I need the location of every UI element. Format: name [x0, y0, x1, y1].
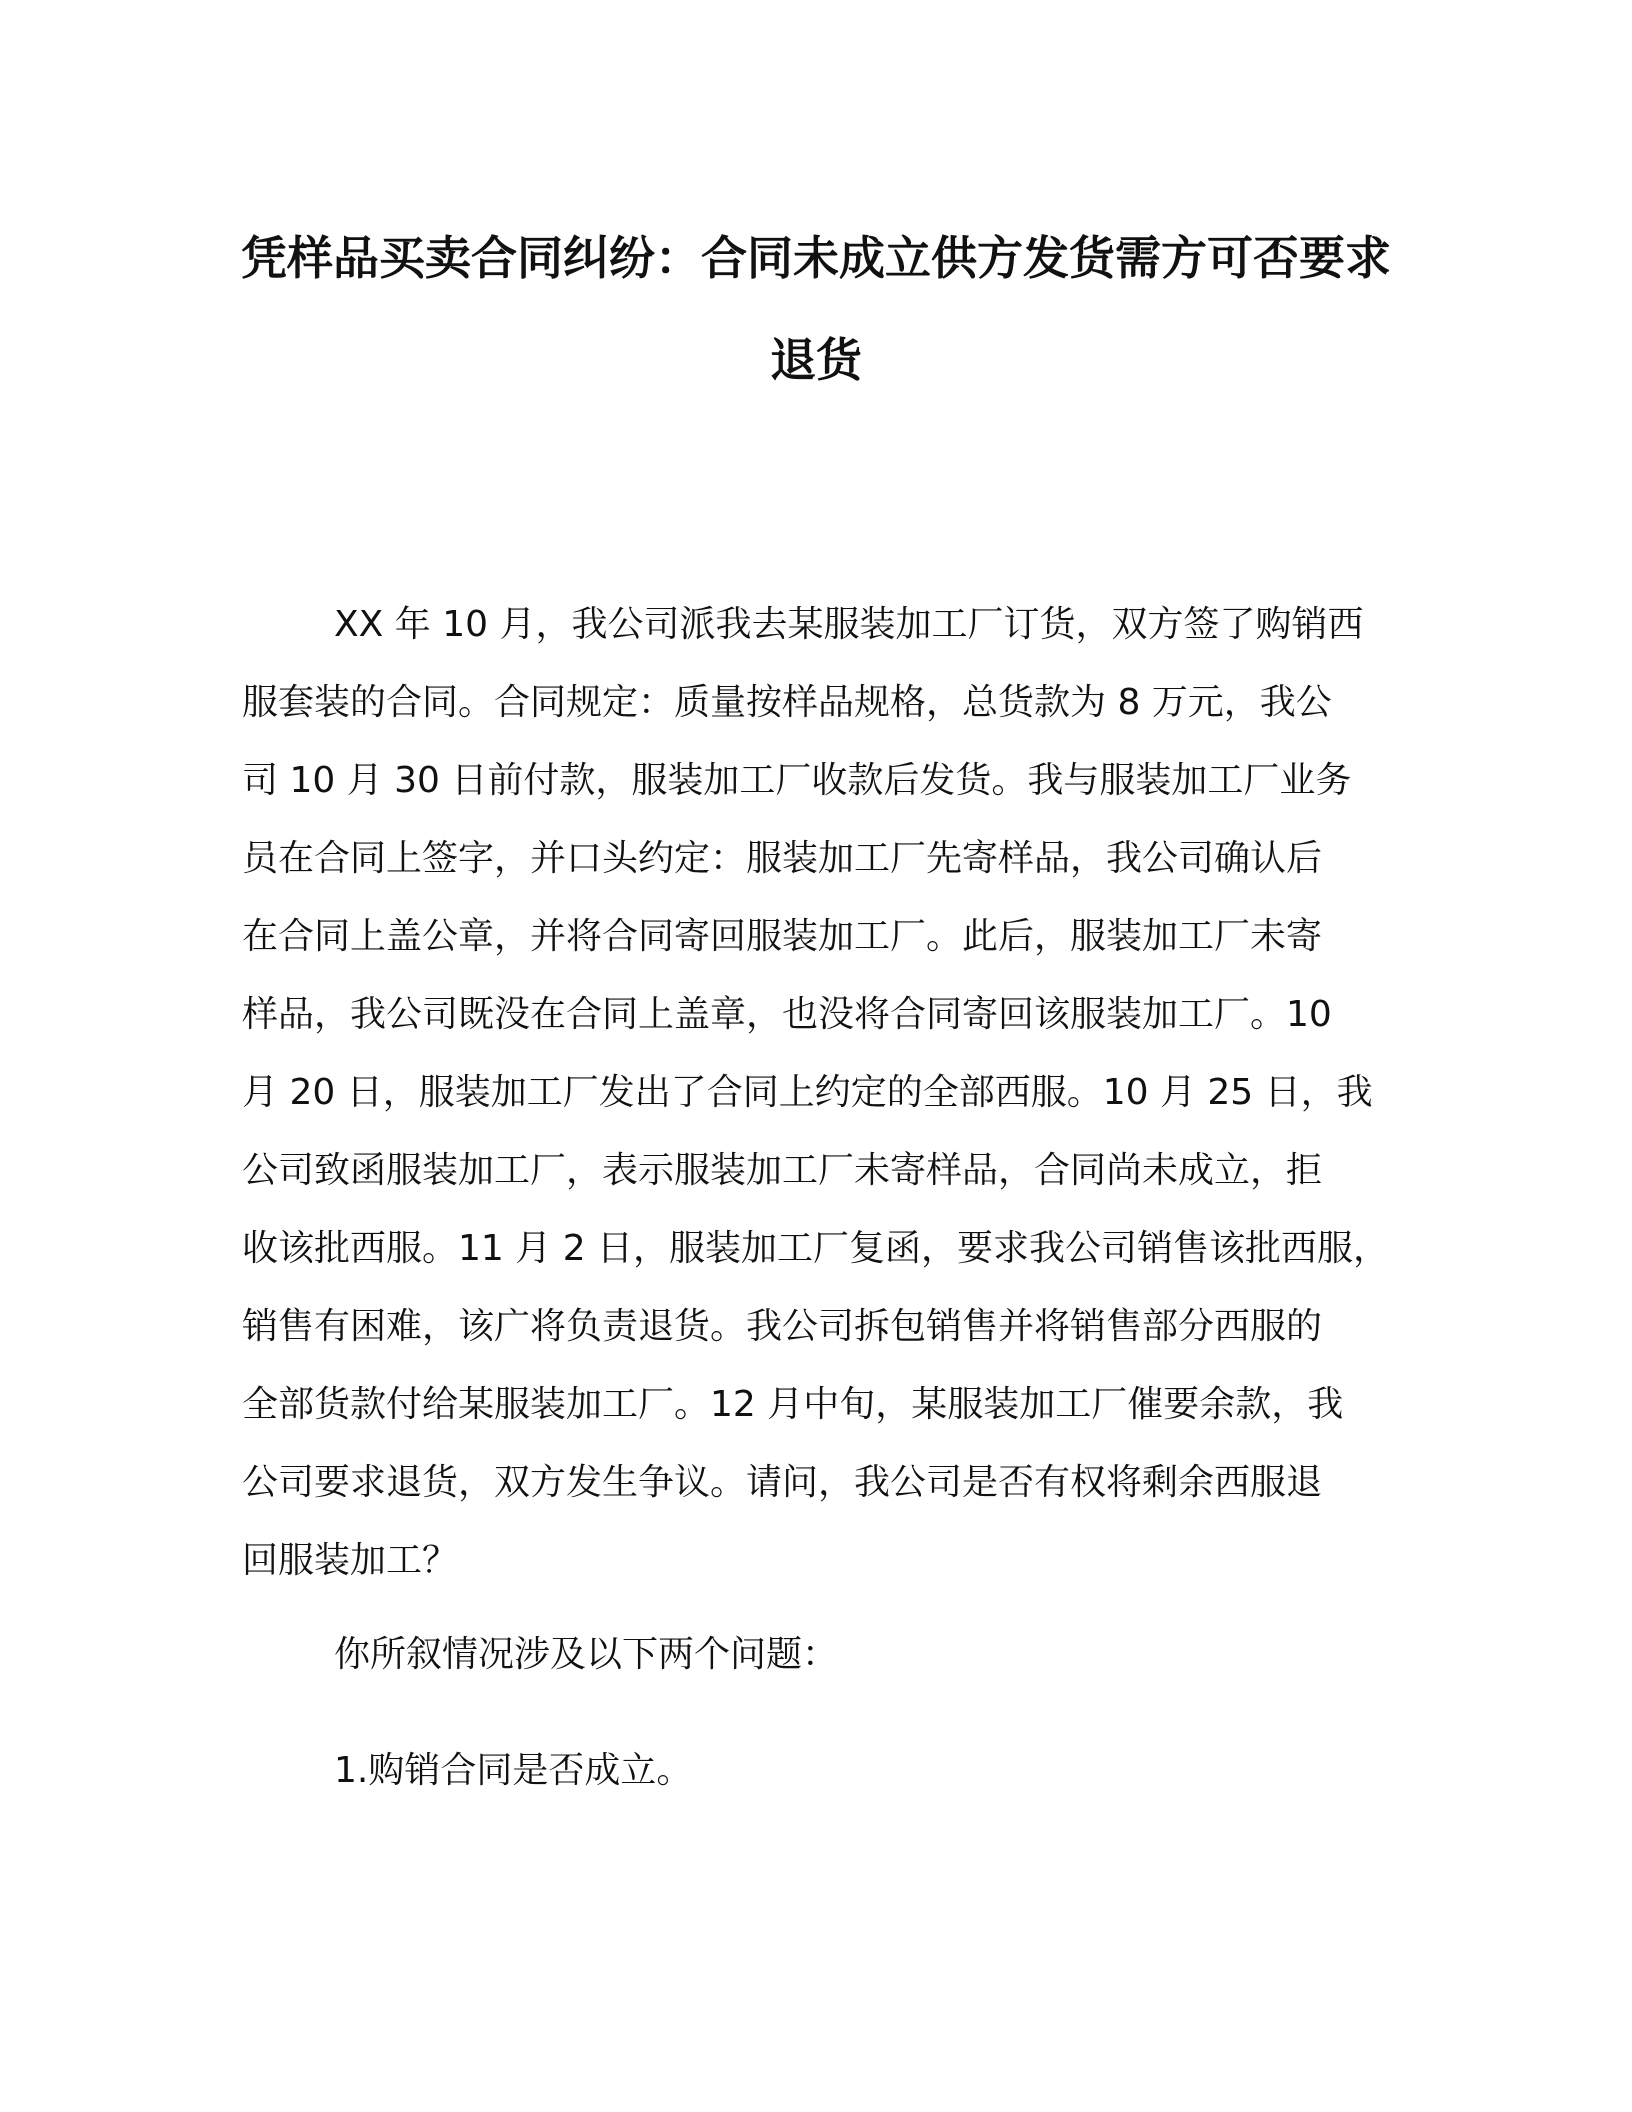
paragraph-line: 公司致函服装加工厂，表示服装加工厂未寄样品，合同尚未成立，拒 [242, 1150, 1323, 1191]
paragraph-line: 你所叙情况涉及以下两个问题： [334, 1634, 839, 1675]
document-title-line-2: 退货 [770, 333, 862, 387]
paragraph-answer-intro [242, 1616, 1390, 1694]
document-title-line-1: 凭样品买卖合同纠纷：合同未成立供方发货需方可否要求 [241, 231, 1391, 285]
paragraph-line: 在合同上盖公章，并将合同寄回服装加工厂。此后，服装加工厂未寄 [242, 916, 1323, 957]
paragraph-question [242, 586, 1390, 1600]
paragraph-line: 公司要求退货，双方发生争议。请问，我公司是否有权将剩余西服退 [242, 1462, 1323, 1503]
paragraph-line: 司 10 月 30 日前付款，服装加工厂收款后发货。我与服装加工厂业务 [242, 760, 1352, 801]
paragraph-line: 收该批西服。11 月 2 日，服装加工厂复函，要求我公司销售该批西服， [242, 1228, 1390, 1269]
paragraph-line: XX 年 10 月，我公司派我去某服装加工厂订货，双方签了购销西 [334, 604, 1364, 645]
paragraph-line: 全部货款付给某服装加工厂。12 月中旬，某服装加工厂催要余款，我 [242, 1384, 1344, 1425]
paragraph-line: 服套装的合同。合同规定：质量按样品规格，总货款为 8 万元，我公 [242, 682, 1332, 723]
paragraph-line: 月 20 日，服装加工厂发出了合同上约定的全部西服。10 月 25 日，我 [242, 1072, 1373, 1113]
paragraph-line: 销售有困难，该广将负责退货。我公司拆包销售并将销售部分西服的 [242, 1306, 1323, 1347]
paragraph-line: 1.购销合同是否成立。 [334, 1750, 693, 1791]
paragraph-line: 员在合同上签字，并口头约定：服装加工厂先寄样品，我公司确认后 [242, 838, 1323, 879]
paragraph-point-1 [242, 1732, 1390, 1810]
paragraph-line: 样品，我公司既没在合同上盖章，也没将合同寄回该服装加工厂。10 [242, 994, 1332, 1035]
paragraph-line: 回服装加工？ [242, 1540, 459, 1581]
